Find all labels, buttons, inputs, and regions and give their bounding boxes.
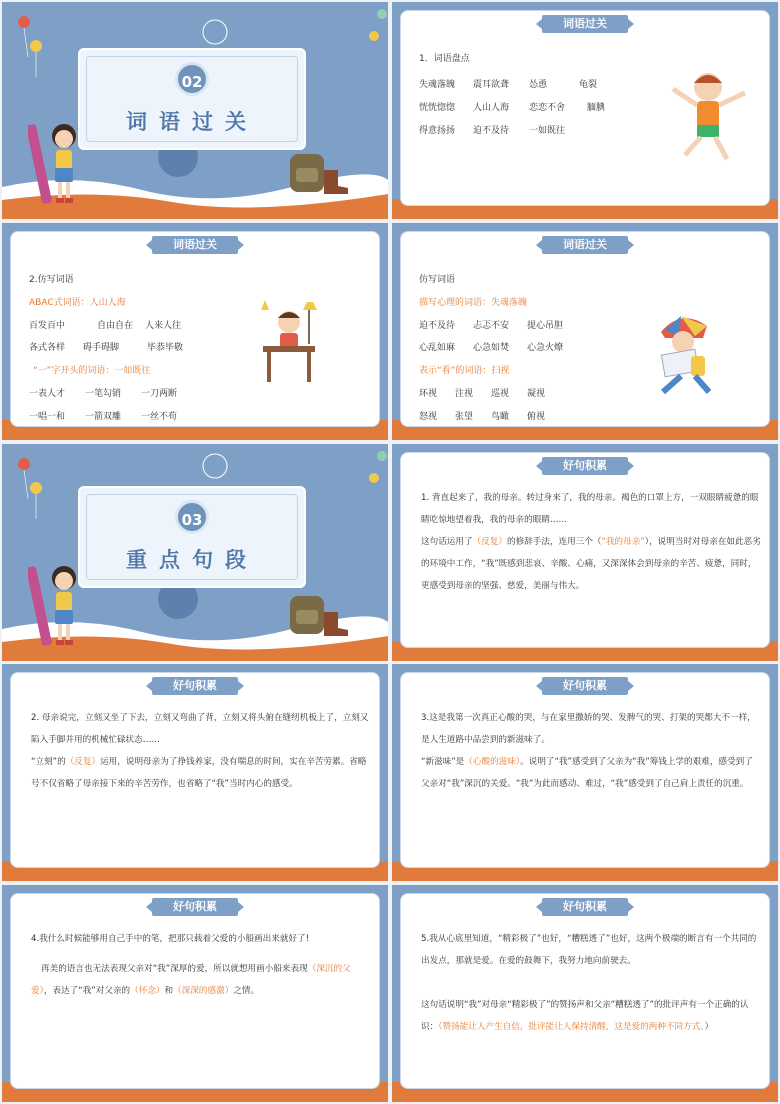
sentence: 4.我什么时候能够用自己手中的笔，把那只载着父爱的小船画出来就好了! (31, 934, 310, 944)
sentence: 1. 背直起来了，我的母亲。转过身来了，我的母亲。褐色的口罩上方，一双眼睛疲惫的眼睛吃惊地望着我，我的母亲的眼睛…… (421, 493, 759, 525)
sentence: 5.我从心底里知道，“精彩极了”也好，“糟糕透了”也好，这两个极端的断言有一个共同的出发点，那就是爱。在爱的鼓舞下，我努力地向前驶去。 (421, 934, 757, 966)
content-card (10, 231, 380, 427)
section-tag: 好句积累 (542, 898, 628, 916)
content-card (400, 893, 770, 1089)
slide-imitate-words-1 (2, 223, 388, 440)
word: 心急如焚 (473, 343, 510, 353)
word: 失魂落魄 (419, 80, 456, 90)
backpack-and-boots-illustration (288, 148, 350, 198)
word: 恍恍惚惚 (419, 103, 456, 113)
word: 一唱一和 (29, 412, 66, 422)
backpack-and-boots-illustration (288, 590, 350, 640)
word: 人来人往 (145, 321, 182, 331)
content-card (10, 672, 380, 868)
heading: 1．词语盘点 (419, 54, 470, 64)
word: 巡视 (491, 389, 510, 399)
word: 一笔勾销 (85, 389, 122, 399)
word: 俯视 (527, 412, 546, 422)
boy-reading-illustration (651, 308, 721, 398)
slide-word-review (392, 2, 778, 219)
word: 注视 (455, 389, 474, 399)
word: 碍手碍脚 (83, 343, 120, 353)
word: 一刀两断 (141, 389, 178, 399)
content-card (400, 10, 770, 206)
word: 各式各样 (29, 343, 66, 353)
word: 百发百中 (29, 321, 66, 331)
word: 自由自在 (97, 321, 134, 331)
analysis: 这句话说明“我”对母亲“精彩极了”的赞扬声和父亲“糟糕透了”的批评声有一个正确的认识：（赞扬能让人产生自信，批评能让人保持清醒，这是爱的两种不同方式。） (421, 1000, 749, 1032)
section-tag: 词语过关 (152, 236, 238, 254)
section-number: 02 (175, 62, 209, 96)
word: 环视 (419, 389, 438, 399)
section-tag: 好句积累 (152, 677, 238, 695)
word: 一丝不苟 (141, 412, 178, 422)
word: 心乱如麻 (419, 343, 456, 353)
section-title: 重点句段 (126, 548, 258, 572)
word: 提心吊胆 (527, 321, 564, 331)
analysis: 再美的语言也无法表现父亲对“我”深厚的爱，所以就想用画小船来表现（深沉的父爱），表达了“我”对父亲的（怀念）和（深深的感激）之情。 (31, 964, 351, 996)
word: 忐忑不安 (473, 321, 510, 331)
slide-good-sentences-4 (2, 885, 388, 1102)
section-tag: 好句积累 (542, 457, 628, 475)
word: 鸟瞰 (491, 412, 510, 422)
sentence: 2. 母亲说完，立刻又坐了下去，立刻又弯曲了背，立刻又将头俯在缝纫机板上了，立刻又陷入手脚并用的机械忙碌状态…… (31, 713, 369, 745)
word: 迫不及待 (419, 321, 456, 331)
word: 毕恭毕敬 (147, 343, 184, 353)
section-tag: 好句积累 (542, 677, 628, 695)
section-tag: 词语过关 (542, 15, 628, 33)
analysis: “立刻”的（反复）运用，说明母亲为了挣钱养家，没有喘息的时间，实在辛苦劳累。省略号不仅省略了母亲接下来的辛苦劳作，也省略了“我”当时内心的感受。 (31, 757, 367, 789)
heading: 2.仿写词语 (29, 275, 74, 285)
content-card (400, 672, 770, 868)
girl-with-pencil-illustration (28, 556, 88, 651)
word: 龟裂 (579, 80, 598, 90)
word: 凝视 (527, 389, 546, 399)
word: 恋恋不舍 (529, 103, 566, 113)
word: 一表人才 (29, 389, 66, 399)
slide-title-03 (2, 444, 388, 661)
word: 怂恿 (529, 80, 548, 90)
word: 人山人海 (473, 103, 510, 113)
category-label: ABAC式词语：人山人海 (29, 298, 126, 308)
word: 怒视 (419, 412, 438, 422)
slide-good-sentences-2 (2, 664, 388, 881)
category-label: “一”字开头的词语：一如既往 (33, 366, 151, 376)
sentence: 3.这是我第一次真正心酸的哭，与在家里撒娇的哭、发脾气的哭、打架的哭都大不一样，是人生道路中品尝到的新滋味了。 (421, 713, 756, 745)
slide-good-sentences-3 (392, 664, 778, 881)
title-box (78, 486, 306, 588)
content-card (400, 231, 770, 427)
word: 腼腆 (587, 103, 606, 113)
word: 一如既往 (529, 126, 566, 136)
word: 一箭双雕 (85, 412, 122, 422)
section-tag: 好句积累 (152, 898, 238, 916)
analysis: 这句话运用了（反复）的修辞手法，连用三个（“我的母亲”），说明当时对母亲在如此恶劣的环境中工作，“我”既感到悲哀、辛酸、心痛，又深深体会到母亲的辛苦、疲惫，同时，更感受到母亲的坚强、慈爱，美丽与伟大。 (421, 537, 761, 591)
analysis: “新滋味”是（心酸的滋味）。说明了“我”感受到了父亲为“我”筹钱上学的艰难，感受到了父亲对“我”深沉的关爱。“我”为此而感动、难过，“我”感受到了自己肩上责任的沉重。 (421, 757, 753, 789)
word: 迫不及待 (473, 126, 510, 136)
slide-good-sentences-1 (392, 444, 778, 661)
section-number: 03 (175, 500, 209, 534)
word: 得意扬扬 (419, 126, 456, 136)
slide-title-02 (2, 2, 388, 219)
heading: 仿写词语 (419, 275, 456, 285)
category-label: 描写心理的词语：失魂落魄 (419, 298, 528, 308)
category-label: 表示“看”的词语：扫视 (419, 366, 510, 376)
word: 心急火燎 (527, 343, 564, 353)
slide-good-sentences-5 (392, 885, 778, 1102)
word: 张望 (455, 412, 474, 422)
boy-at-desk-illustration (255, 296, 325, 386)
jumping-boy-illustration (663, 67, 753, 167)
content-card (10, 893, 380, 1089)
title-box (78, 48, 306, 150)
girl-with-pencil-illustration (28, 114, 88, 209)
section-title: 词语过关 (126, 110, 258, 134)
word: 震耳欲聋 (473, 80, 510, 90)
section-tag: 词语过关 (542, 236, 628, 254)
slide-imitate-words-2 (392, 223, 778, 440)
content-card (400, 452, 770, 648)
